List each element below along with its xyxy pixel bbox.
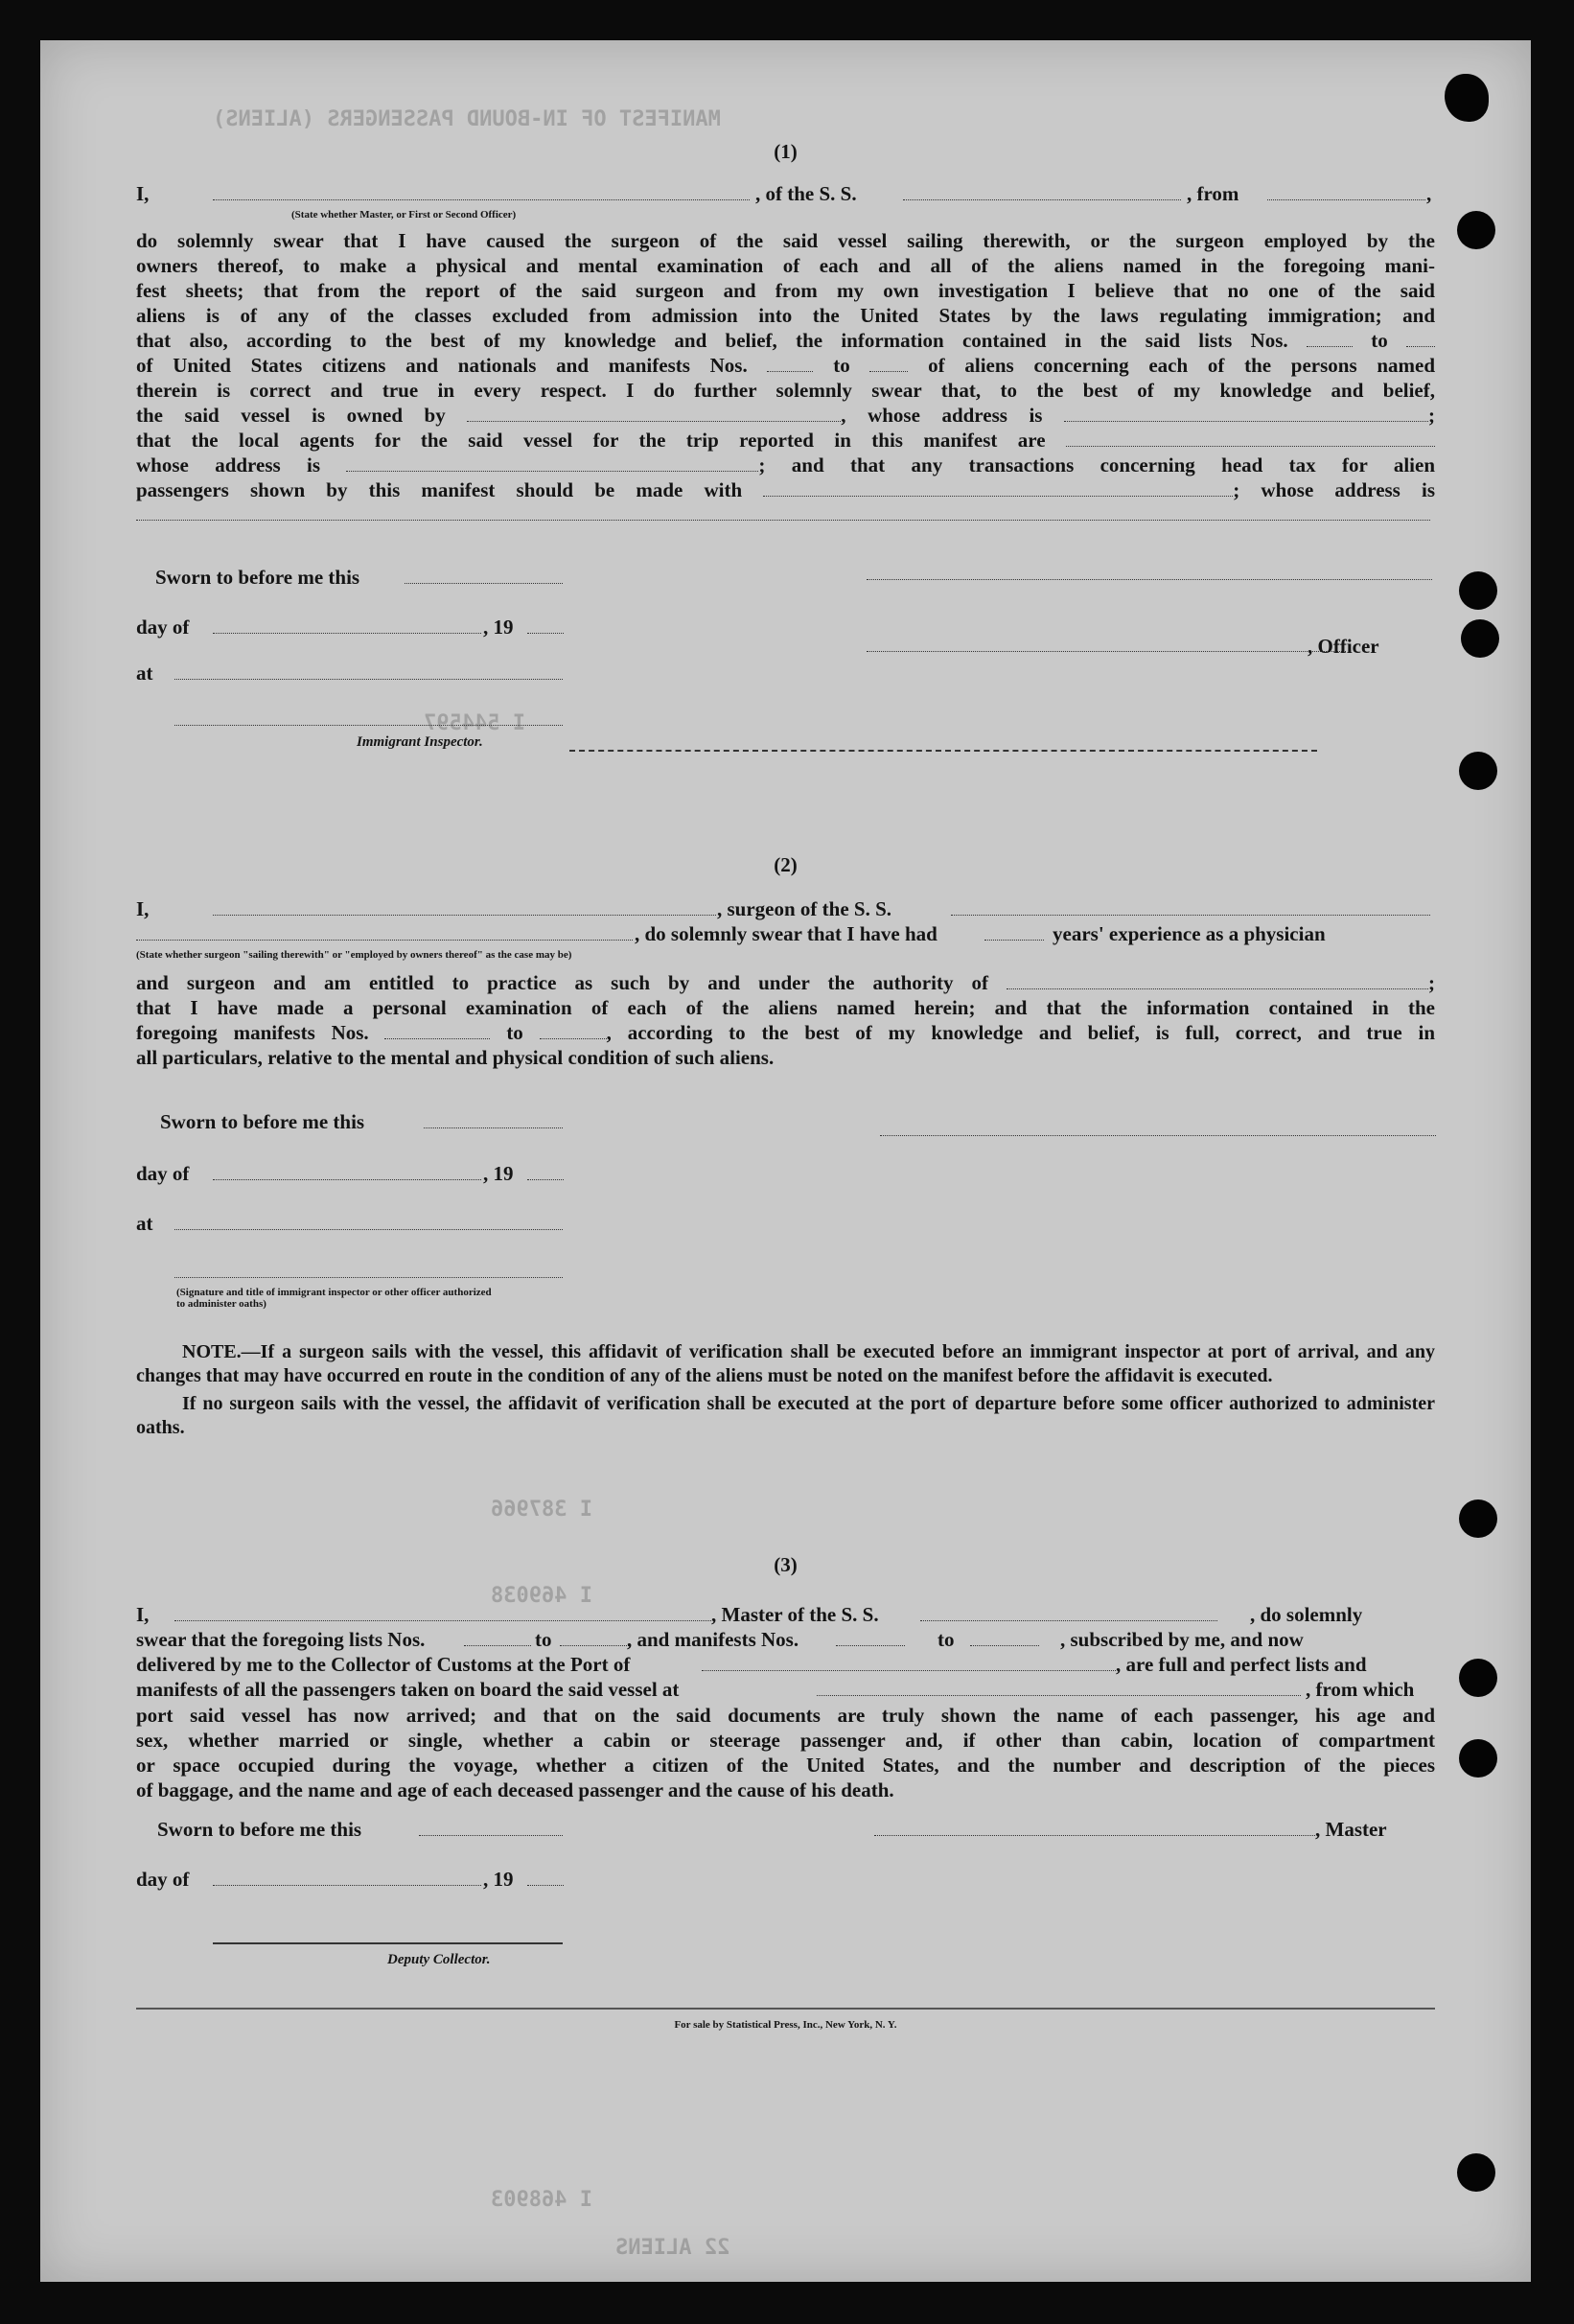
s2-experience-label: years' experience as a physician xyxy=(1053,922,1326,945)
s1-day-label: day of xyxy=(136,616,190,639)
s3-master-name-field[interactable] xyxy=(174,1620,711,1621)
s1-para-line-8 xyxy=(136,403,1435,428)
s3-para-line: port said vessel has now arrived; and that on the said documents are truly shown the name of each passenger, his age and xyxy=(136,1704,1435,1727)
s1-at-label: at xyxy=(136,662,153,685)
s1-address-label: ; whose address is xyxy=(1233,478,1435,501)
s3-ship-field[interactable] xyxy=(920,1620,1217,1621)
s3-day-label: day of xyxy=(136,1868,190,1891)
s2-surgeon-name-field[interactable] xyxy=(213,915,716,916)
s3-manifests-from-field[interactable] xyxy=(836,1645,905,1646)
s1-para-line-10 xyxy=(136,453,1435,477)
s2-to-label: to xyxy=(506,1021,523,1044)
s2-at-label: at xyxy=(136,1212,153,1235)
s2-capacity-field[interactable] xyxy=(136,940,633,941)
s1-agents-label: that the local agents for the said vessel for the trip reported in this manifest are xyxy=(136,429,1046,452)
s3-delivered-label: delivered by me to the Collector of Customs at the Port of xyxy=(136,1653,631,1676)
section-3-paragraph xyxy=(136,1703,1435,1802)
bleed-through-text: I 544597 xyxy=(424,711,525,735)
s1-i-label: I, xyxy=(136,182,150,205)
s1-sworn-label: Sworn to before me this xyxy=(155,566,360,589)
s2-according-label: , according to the best of my knowledge and belief, is full, correct, and true in xyxy=(606,1021,1436,1044)
s1-para-line-5 xyxy=(136,328,1435,353)
s3-deputy-label: Deputy Collector. xyxy=(387,1952,491,1967)
bleed-through-text: I 468903 xyxy=(491,2188,592,2212)
s1-to-label: to xyxy=(833,354,850,377)
s2-at-field[interactable] xyxy=(174,1229,563,1230)
punch-hole xyxy=(1457,2153,1495,2192)
s3-manifests-to-field[interactable] xyxy=(970,1645,1039,1646)
s3-subscribed-label: , subscribed by me, and now xyxy=(1060,1628,1304,1651)
s1-final-address-field[interactable] xyxy=(136,520,1430,521)
s2-signature-field[interactable] xyxy=(880,1135,1436,1136)
s3-to-label: to xyxy=(937,1628,955,1651)
bleed-through-text: I 387966 xyxy=(491,1498,592,1522)
s1-semicolon: ; xyxy=(1428,404,1436,427)
s1-lists-to-field[interactable] xyxy=(1406,329,1435,347)
s1-para-line: do solemnly swear that I have caused the surgeon of the said vessel sailing therewith, or the surgeon employed by the xyxy=(136,229,1435,252)
s2-capacity-hint: (State whether surgeon "sailing therewith" or "employed by owners thereof" as the case may be) xyxy=(136,949,572,961)
s1-para-line: fest sheets; that from the report of the said surgeon and from my own investigation I believe that no one of the said xyxy=(136,279,1435,302)
s1-head-tax-party-field[interactable] xyxy=(763,478,1233,497)
s1-from-label: , from xyxy=(1187,182,1239,205)
s3-month-field[interactable] xyxy=(213,1885,481,1886)
s3-master-suffix: , Master xyxy=(1315,1818,1387,1841)
s1-address-label: , whose address is xyxy=(841,404,1043,427)
footer-rule xyxy=(136,2008,1435,2010)
bleed-through-text: 22 ALIENS xyxy=(615,2236,730,2260)
section-2-number: (2) xyxy=(774,853,798,876)
note-paragraph-2: If no surgeon sails with the vessel, the affidavit of verification shall be executed at the port of departure before some officer authorized to administer oaths. xyxy=(136,1393,1435,1438)
s3-lists-label: swear that the foregoing lists Nos. xyxy=(136,1628,426,1651)
s2-swear-label: , do solemnly swear that I have had xyxy=(635,922,937,945)
s1-agents-address-field[interactable] xyxy=(346,453,758,472)
s3-i-label: I, xyxy=(136,1603,150,1626)
s1-sworn-date-field[interactable] xyxy=(405,583,563,584)
s1-head-tax-label: ; and that any transactions concerning head tax for alien xyxy=(758,453,1436,476)
s1-para-line-11 xyxy=(136,477,1435,502)
punch-hole xyxy=(1445,74,1489,122)
s2-manifests-from-field[interactable] xyxy=(384,1021,490,1039)
s1-officer-field[interactable] xyxy=(213,199,750,200)
s3-para-line: sex, whether married or single, whether a cabin or steerage passenger and, if other than cabin, location of compartment xyxy=(136,1729,1435,1752)
s1-inspector-label: Immigrant Inspector. xyxy=(357,734,483,750)
s1-year-field[interactable] xyxy=(527,633,564,634)
punch-hole xyxy=(1457,211,1495,249)
s3-year-label: , 19 xyxy=(483,1868,514,1891)
s3-from-which-label: , from which xyxy=(1306,1678,1415,1701)
bleed-through-text: MANIFEST OF IN-BOUND PASSENGERS (ALIENS) xyxy=(213,107,721,131)
s2-para-line: that I have made a personal examination of each of the aliens named herein; and that the information contained in the xyxy=(136,996,1435,1019)
punch-hole xyxy=(1459,1739,1497,1778)
s3-lists-from-field[interactable] xyxy=(464,1645,531,1646)
s3-deputy-signature-field[interactable] xyxy=(213,1942,563,1944)
s3-port-field[interactable] xyxy=(702,1670,1116,1671)
s2-signature-hint: (Signature and title of immigrant inspector or other officer authorized to administer oaths) xyxy=(176,1287,492,1310)
s1-officer-label: , Officer xyxy=(1308,635,1379,658)
s1-ship-field[interactable] xyxy=(903,199,1181,200)
s3-sworn-label: Sworn to before me this xyxy=(157,1818,362,1841)
s3-perfect-lists-label: , are full and perfect lists and xyxy=(1116,1653,1367,1676)
s1-para-line-6 xyxy=(136,353,1435,378)
section-1-paragraph xyxy=(136,228,1435,502)
s1-inspector-signature-field[interactable] xyxy=(174,725,563,726)
s1-month-field[interactable] xyxy=(213,633,481,634)
s3-year-field[interactable] xyxy=(527,1885,564,1886)
s1-owner-address-field[interactable] xyxy=(1064,404,1428,422)
section-3-number: (3) xyxy=(774,1553,798,1576)
s2-i-label: I, xyxy=(136,897,150,920)
s2-para-line: all particulars, relative to the mental and physical condition of such aliens. xyxy=(136,1046,775,1069)
s3-to-label: to xyxy=(535,1628,552,1651)
s1-para-line: owners thereof, to make a physical and mental examination of each and all of the aliens named in the foregoing mani- xyxy=(136,254,1435,277)
s1-lists-label: that also, according to the best of my knowledge and belief, the information contained in the said lists Nos. xyxy=(136,329,1288,352)
s1-para-line-9 xyxy=(136,428,1435,453)
s2-manifests-label: foregoing manifests Nos. xyxy=(136,1021,369,1044)
s1-manifests-to-field[interactable] xyxy=(869,354,908,372)
s1-lists-from-field[interactable] xyxy=(1307,329,1353,347)
s2-ship-field[interactable] xyxy=(951,915,1430,916)
publisher-footer: For sale by Statistical Press, Inc., New York, N. Y. xyxy=(674,2019,897,2031)
s1-officer-hint: (State whether Master, or First or Second Officer) xyxy=(291,209,517,221)
s2-year-field[interactable] xyxy=(527,1179,564,1180)
s1-manifests-label: of United States citizens and nationals and manifests Nos. xyxy=(136,354,748,377)
s3-taken-label: manifests of all the passengers taken on board the said vessel at xyxy=(136,1678,680,1701)
s3-master-signature-field[interactable] xyxy=(874,1835,1315,1836)
section-1-number: (1) xyxy=(774,140,798,163)
s1-manifests-from-field[interactable] xyxy=(767,354,813,372)
s2-official-signature-field[interactable] xyxy=(174,1277,563,1278)
s3-departure-field[interactable] xyxy=(817,1695,1301,1696)
s2-day-label: day of xyxy=(136,1162,190,1185)
s2-manifests-to-field[interactable] xyxy=(540,1021,607,1039)
s1-para-line: therein is correct and true in every respect. I do further solemnly swear that, to the best of my knowledge and belief, xyxy=(136,379,1435,402)
s1-officer-title-field[interactable] xyxy=(867,651,1346,652)
s1-comma: , xyxy=(1426,182,1432,205)
s3-para-line: or space occupied during the voyage, whether a citizen of the United States, and the number and description of the pieces xyxy=(136,1754,1435,1777)
s1-address-label: whose address is xyxy=(136,453,321,476)
s1-at-field[interactable] xyxy=(174,679,563,680)
s3-manifests-label: , and manifests Nos. xyxy=(627,1628,799,1651)
s1-made-with-label: passengers shown by this manifest should be made with xyxy=(136,478,743,501)
punch-hole xyxy=(1459,571,1497,610)
s1-owned-label: the said vessel is owned by xyxy=(136,404,446,427)
s2-para-line-5 xyxy=(136,1020,1435,1045)
s2-month-field[interactable] xyxy=(213,1179,481,1180)
s2-years-field[interactable] xyxy=(984,940,1044,941)
s2-sworn-label: Sworn to before me this xyxy=(160,1110,365,1133)
s1-owner-field[interactable] xyxy=(467,404,841,422)
section-2-paragraph xyxy=(136,970,1435,1070)
s2-sworn-date-field[interactable] xyxy=(424,1127,563,1128)
s1-from-field[interactable] xyxy=(1267,199,1425,200)
s3-lists-to-field[interactable] xyxy=(560,1645,629,1646)
punch-hole xyxy=(1459,1499,1497,1538)
s2-semicolon: ; xyxy=(1428,971,1436,994)
s2-year-label: , 19 xyxy=(483,1162,514,1185)
s3-para-line: of baggage, and the name and age of each deceased passenger and the cause of his death. xyxy=(136,1778,894,1801)
s1-agents-field[interactable] xyxy=(1066,429,1435,447)
punch-hole xyxy=(1459,1659,1497,1697)
s2-surgeon-label: , surgeon of the S. S. xyxy=(717,897,892,920)
s1-divider xyxy=(569,750,1317,752)
s1-aliens-label: of aliens concerning each of the persons named xyxy=(928,354,1436,377)
punch-hole xyxy=(1459,752,1497,790)
s1-ship-label: , of the S. S. xyxy=(755,182,857,205)
s3-master-label: , Master of the S. S. xyxy=(711,1603,879,1626)
s2-authority-label: and surgeon and am entitled to practice as such by and under the authority of xyxy=(136,971,988,994)
bleed-through-text: I 469038 xyxy=(491,1584,592,1608)
s3-sworn-date-field[interactable] xyxy=(419,1835,563,1836)
s1-to-label: to xyxy=(1371,329,1388,352)
punch-hole xyxy=(1461,619,1499,658)
s2-para-line-3 xyxy=(136,970,1435,995)
form-page xyxy=(40,40,1531,2282)
s2-authority-field[interactable] xyxy=(1007,971,1428,989)
s1-year-label: , 19 xyxy=(483,616,514,639)
s3-solemnly-label: , do solemnly xyxy=(1250,1603,1363,1626)
s1-para-line: aliens is of any of the classes excluded from admission into the United States by the laws regulating immigration; and xyxy=(136,304,1435,327)
note-block xyxy=(136,1340,1435,1440)
s1-officer-signature-field[interactable] xyxy=(867,579,1432,580)
note-paragraph-1: NOTE.—If a surgeon sails with the vessel, this affidavit of verification shall be executed before an immigrant inspector at port of arrival, and any changes that may have occurred en route in the condition of any of the aliens must be noted on the manifest before the affidavit is executed. xyxy=(136,1341,1435,1386)
